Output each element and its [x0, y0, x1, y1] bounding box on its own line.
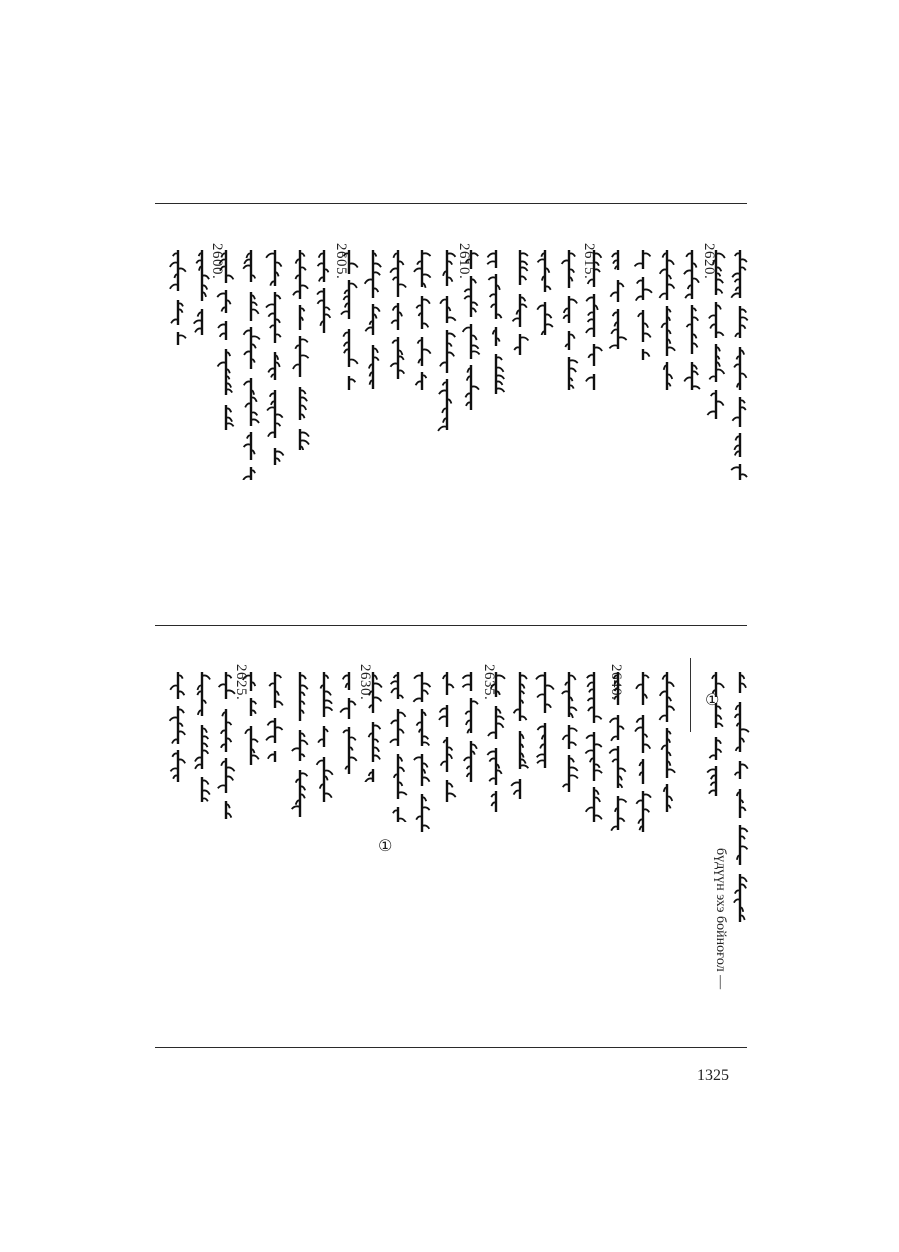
- top-script-line-19: [289, 250, 311, 450]
- line-number-2610: 2610.: [456, 243, 472, 280]
- bottom-script-line-22: [191, 672, 213, 802]
- top-script-line-9: [534, 250, 556, 335]
- top-script-line-14: [411, 250, 433, 390]
- footnote-cyrillic-text: бүдүүн эхэ бойноғол —: [713, 848, 728, 990]
- top-script-line-23: [191, 250, 213, 335]
- top-script-line-3: [681, 250, 703, 390]
- bottom-script-line-6: [583, 672, 605, 822]
- top-script-line-20: [264, 250, 286, 465]
- top-script-line-21: [240, 250, 262, 480]
- bottom-script-line-7: [558, 672, 580, 792]
- bottom-script-line-15: [362, 672, 384, 782]
- line-number-2605: 2605.: [333, 243, 349, 280]
- top-script-line-2: [705, 250, 727, 420]
- top-script-line-24: [167, 250, 189, 345]
- top-script-line-11: [485, 250, 507, 410]
- top-rule: [155, 203, 747, 204]
- line-number-2640: 2640.: [608, 664, 624, 701]
- bottom-script-line-14: [387, 672, 409, 822]
- top-script-line-12: [460, 250, 482, 410]
- top-script-line-10: [509, 250, 531, 355]
- bottom-script-line-8: [534, 672, 556, 782]
- top-script-line-6: [607, 250, 629, 360]
- bottom-script-line-12: [436, 672, 458, 802]
- top-script-line-15: [387, 250, 409, 390]
- line-number-2615: 2615.: [581, 243, 597, 280]
- bottom-rule: [155, 1047, 747, 1048]
- top-script-line-7: [583, 250, 605, 390]
- bottom-script-line-20: [240, 672, 262, 767]
- bottom-script-line-18: [289, 672, 311, 822]
- middle-rule: [155, 625, 747, 626]
- footnote-divider: [690, 658, 691, 732]
- bottom-script-line-1: [729, 672, 751, 932]
- footnote-marker: ①: [705, 690, 720, 709]
- bottom-script-line-13: [411, 672, 433, 832]
- inline-footnote-marker: ①: [378, 836, 393, 855]
- bottom-script-line-3: [656, 672, 678, 812]
- page-number: 1325: [697, 1067, 729, 1084]
- bottom-script-line-23: [167, 672, 189, 782]
- bottom-script-line-9: [509, 672, 531, 812]
- line-number-2630: 2630.: [357, 664, 373, 701]
- top-script-line-4: [656, 250, 678, 390]
- bottom-script-line-21: [215, 672, 237, 822]
- line-number-2625: 2625.: [233, 664, 249, 701]
- line-number-2620: 2620.: [701, 243, 717, 280]
- line-number-2600: 2600.: [209, 243, 225, 280]
- top-script-line-22: [215, 250, 237, 430]
- bottom-script-line-10: [485, 672, 507, 812]
- top-script-line-13: [436, 250, 458, 440]
- bottom-script-line-5: [607, 672, 629, 842]
- top-script-line-8: [558, 250, 580, 390]
- top-script-line-1: [729, 250, 751, 480]
- bottom-script-line-19: [264, 672, 286, 762]
- top-script-line-5: [632, 250, 654, 360]
- bottom-script-line-4: [632, 672, 654, 842]
- bottom-script-line-17: [313, 672, 335, 802]
- top-script-line-17: [338, 250, 360, 390]
- top-script-line-18: [313, 250, 335, 345]
- line-number-2635: 2635.: [481, 664, 497, 701]
- top-script-line-16: [362, 250, 384, 390]
- bottom-script-line-16: [338, 672, 360, 782]
- bottom-script-line-11: [460, 672, 482, 782]
